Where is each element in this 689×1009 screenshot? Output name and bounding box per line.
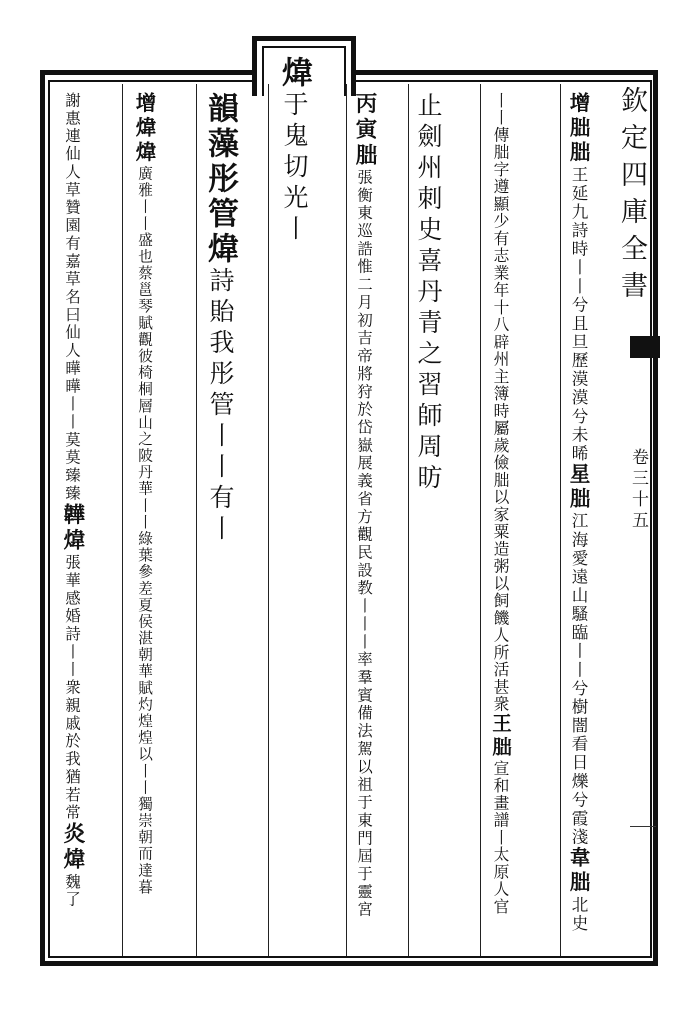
text-column-4 (352, 92, 377, 919)
column-rule (122, 84, 123, 956)
entry-heading: 炎煒 (60, 821, 85, 874)
entry-heading: 韡煒 (60, 502, 85, 555)
text-column-6 (202, 92, 238, 546)
text-column-8 (60, 92, 85, 909)
text-column-2 (488, 92, 513, 915)
entry-text: 魏了 (63, 873, 81, 909)
entry-heading: 增煒煒 (132, 92, 156, 166)
volume-label: 卷三十五 (628, 448, 648, 532)
column-rule (268, 84, 269, 956)
entry-heading: 韻藻彤管煒 (202, 92, 238, 267)
text-column-1 (566, 92, 591, 933)
entry-text: 王延九詩時丨丨兮且旦歷漠漠兮未晞 (569, 165, 588, 463)
entry-text: 宣和畫譜丨太原人官 (491, 760, 510, 916)
text-column-7 (132, 92, 157, 896)
fishtail-mark (630, 336, 660, 358)
entry-heading: 煒 (276, 56, 312, 91)
entry-text: 北史 (569, 895, 588, 933)
entry-text: 張華感婚詩丨丨衆親戚於我猶若常 (63, 554, 81, 822)
entry-text: 廣雅丨丨盛也蔡邕琴賦觀彼椅桐層山之陂丹華丨丨綠葉參差夏侯湛朝華賦灼煌煌以丨丨獨崇朝而達暮 (136, 165, 153, 896)
entry-heading: 星朏 (566, 462, 590, 513)
column-rule (346, 84, 347, 956)
entry-text: 于鬼切 (280, 91, 309, 184)
entry-heading: 韋朏 (566, 846, 590, 896)
margin-tick (630, 826, 656, 827)
entry-heading: 王朏 (489, 713, 512, 761)
entry-text: 張衡東巡誥惟二月初吉帝將狩於岱嶽展義省方觀民設教丨丨丨率羣賓備法駕以祖于東門屆于靈宮 (355, 168, 373, 920)
column-rule (480, 84, 481, 956)
column-rule (408, 84, 409, 956)
text-column-3 (416, 92, 441, 495)
entry-text: 謝惠連仙人草贊園有嘉草名曰仙人曄曄丨丨莫莫臻臻 (63, 92, 81, 503)
entry-text: 江海愛遠山騷臨丨丨兮樹闇看日爍兮霞淺 (569, 512, 588, 847)
column-rule (560, 84, 561, 956)
entry-text: 止劍州刺史喜丹青之習師周昉 (414, 92, 443, 495)
entry-text: 丨丨傳朏字遵顯少有志業年十八辟州主簿時屬歲儉朏以家粟造粥以飼饑人所活甚衆 (491, 92, 510, 713)
entry-text: 詩貽我彤管丨丨有丨 (206, 267, 235, 546)
column-rule (196, 84, 197, 956)
entry-text: 光丨 (280, 184, 309, 246)
entry-heading: 丙寅朏 (352, 92, 377, 169)
text-column-5 (276, 56, 312, 246)
book-title: 欽定四庫全書 (616, 86, 647, 308)
entry-heading: 增朏朏 (566, 92, 590, 166)
